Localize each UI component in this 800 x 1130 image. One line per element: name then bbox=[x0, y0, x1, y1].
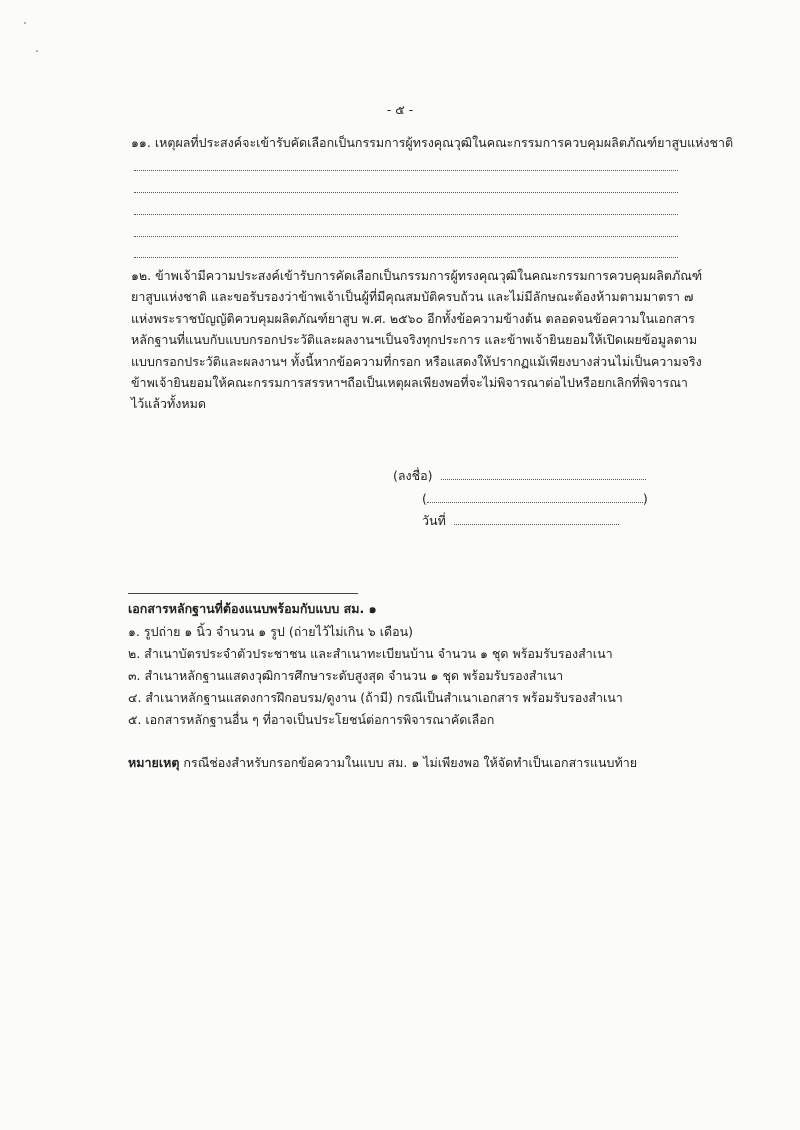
note-text: กรณีช่องสำหรับกรอกข้อความในแบบ สม. ๑ ไม่เพียงพอ ให้จัดทำเป็นเอกสารแนบท้าย bbox=[179, 755, 638, 770]
date-line bbox=[422, 512, 619, 529]
attachment-item: ๕. เอกสารหลักฐานอื่น ๆ ที่อาจเป็นประโยชน์ต่อการพิจารณาคัดเลือก bbox=[128, 712, 495, 727]
page-number: - ๕ - bbox=[386, 102, 414, 117]
printed-name-field[interactable] bbox=[427, 490, 643, 503]
declaration-line: แห่งพระราชบัญญัติควบคุมผลิตภัณฑ์ยาสูบ พ.ศ. ๒๕๖๐ อีกทั้งข้อความข้างต้น ตลอดจนข้อความในเอกสาร bbox=[131, 310, 695, 326]
attachment-item: ๑. รูปถ่าย ๑ นิ้ว จำนวน ๑ รูป (ถ่ายไว้ไม่เกิน ๖ เดือน) bbox=[128, 624, 414, 639]
item-11-question: ๑๑. เหตุผลที่ประสงค์จะเข้ารับคัดเลือกเป็นกรรมการผู้ทรงคุณวุฒิในคณะกรรมการควบคุมผลิตภัณฑ์ยาสูบแห่งชาติ bbox=[131, 135, 734, 150]
attachment-item: ๓. สำเนาหลักฐานแสดงวุฒิการศึกษาระดับสูงสุด จำนวน ๑ ชุด พร้อมรับรองสำเนา bbox=[128, 668, 564, 683]
item-12-declaration bbox=[131, 265, 703, 415]
answer-line-1[interactable] bbox=[134, 170, 678, 171]
declaration-line: ข้าพเจ้ายินยอมให้คณะกรรมการสรรหาฯถือเป็นเหตุผลเพียงพอที่จะไม่พิจารณาต่อไปหรือยกเลิกที่พิจารณา bbox=[131, 374, 688, 390]
name-open-paren: ( bbox=[422, 491, 427, 506]
scan-speck bbox=[36, 50, 38, 52]
answer-line-4[interactable] bbox=[134, 236, 678, 237]
signature-line bbox=[393, 467, 646, 484]
declaration-line: ๑๒. ข้าพเจ้ามีความประสงค์เข้ารับการคัดเลือกเป็นกรรมการผู้ทรงคุณวุฒิในคณะกรรมการควบคุมผลิตภัณฑ์ bbox=[131, 268, 703, 283]
answer-line-2[interactable] bbox=[134, 192, 678, 193]
declaration-line: ยาสูบแห่งชาติ และขอรับรองว่าข้าพเจ้าเป็นผู้ที่มีคุณสมบัติครบถ้วน และไม่มีลักษณะต้องห้ามตามมาตรา ๗ bbox=[131, 289, 694, 305]
attachment-item: ๒. สำเนาบัตรประจำตัวประชาชน และสำเนาทะเบียนบ้าน จำนวน ๑ ชุด พร้อมรับรองสำเนา bbox=[128, 646, 613, 661]
attachments-heading: เอกสารหลักฐานที่ต้องแนบพร้อมกับแบบ สม. ๑ bbox=[128, 601, 377, 616]
scan-speck bbox=[24, 22, 26, 24]
note-line bbox=[128, 755, 637, 771]
note-label: หมายเหตุ bbox=[128, 755, 180, 770]
answer-line-3[interactable] bbox=[134, 214, 678, 215]
date-field[interactable] bbox=[454, 512, 619, 525]
declaration-line: แบบกรอกประวัติและผลงานฯ ทั้งนี้หากข้อความที่กรอก หรือแสดงให้ปรากฏแม้เพียงบางส่วนไม่เป็นความจริง bbox=[131, 353, 702, 369]
signature-field[interactable] bbox=[441, 467, 646, 480]
declaration-line: ไว้แล้วทั้งหมด bbox=[131, 396, 206, 412]
printed-name-line bbox=[422, 490, 648, 507]
declaration-line: หลักฐานที่แนบกับแบบกรอกประวัติและผลงานฯเป็นจริงทุกประการ และข้าพเจ้ายินยอมให้เปิดเผยข้อมูลตาม bbox=[131, 332, 698, 348]
answer-line-5[interactable] bbox=[134, 257, 678, 258]
name-close-paren: ) bbox=[642, 491, 648, 506]
attachment-item: ๔. สำเนาหลักฐานแสดงการฝึกอบรม/ดูงาน (ถ้ามี) กรณีเป็นสำเนาเอกสาร พร้อมรับรองสำเนา bbox=[128, 690, 623, 705]
footnote-separator bbox=[128, 593, 358, 594]
date-label: วันที่ bbox=[422, 513, 446, 528]
sign-label: (ลงชื่อ) bbox=[393, 468, 433, 483]
